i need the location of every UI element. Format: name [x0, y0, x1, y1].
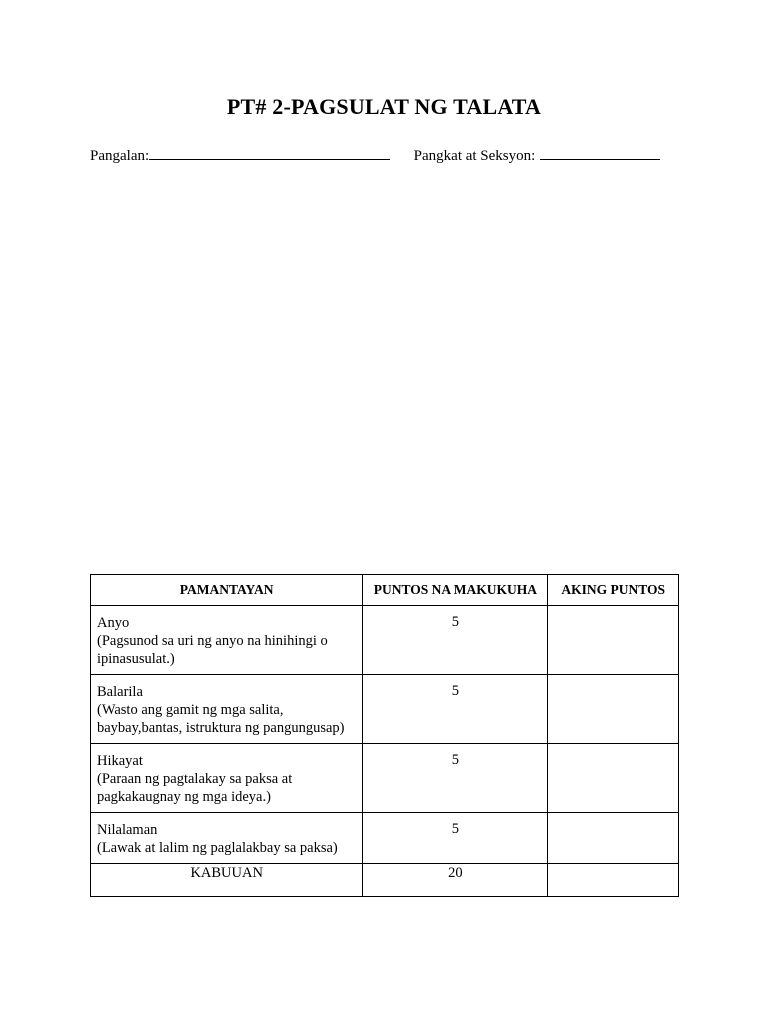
my-points-cell[interactable]: [548, 744, 679, 813]
criteria-cell: [91, 675, 363, 744]
name-label: Pangalan:: [90, 148, 150, 164]
criteria-description: (Lawak at lalim ng paglalakbay sa paksa): [97, 840, 338, 856]
my-points-cell[interactable]: [548, 606, 679, 675]
rubric-table: [90, 574, 679, 897]
section-label: Pangkat at Seksyon:: [413, 148, 536, 164]
rubric-total-row: [91, 864, 679, 897]
header-points: PUNTOS NA MAKUKUHA: [363, 575, 548, 606]
total-my-points[interactable]: [548, 864, 679, 897]
total-label: KABUUAN: [91, 864, 363, 897]
total-points: 20: [363, 864, 548, 897]
criteria-description: (Wasto ang gamit ng mga salita, baybay,bantas, istruktura ng pangungusap): [97, 702, 345, 736]
section-blank-line[interactable]: [540, 145, 660, 160]
criteria-cell: [91, 606, 363, 675]
criteria-description: (Paraan ng pagtalakay sa paksa at pagkakaugnay ng mga ideya.): [97, 771, 293, 805]
criteria-description: (Pagsunod sa uri ng anyo na hinihingi o ipinasusulat.): [97, 633, 328, 667]
max-points-cell: 5: [363, 744, 548, 813]
page-title: PT# 2-PAGSULAT NG TALATA: [226, 94, 542, 119]
rubric-header-row: [91, 575, 679, 606]
header-criteria: PAMANTAYAN: [91, 575, 363, 606]
criteria-name: Anyo: [97, 615, 130, 631]
rubric-row: [91, 675, 679, 744]
rubric-row: [91, 813, 679, 864]
criteria-name: Hikayat: [97, 753, 143, 769]
max-points-cell: 5: [363, 813, 548, 864]
criteria-cell: [91, 813, 363, 864]
criteria-cell: [91, 744, 363, 813]
my-points-cell[interactable]: [548, 675, 679, 744]
header-my-points: AKING PUNTOS: [548, 575, 679, 606]
student-info-row: [90, 145, 660, 165]
max-points-cell: 5: [363, 606, 548, 675]
max-points-cell: 5: [363, 675, 548, 744]
name-blank-line[interactable]: [149, 145, 390, 160]
my-points-cell[interactable]: [548, 813, 679, 864]
criteria-name: Nilalaman: [97, 822, 158, 838]
criteria-name: Balarila: [97, 684, 143, 700]
rubric-row: [91, 606, 679, 675]
rubric-row: [91, 744, 679, 813]
